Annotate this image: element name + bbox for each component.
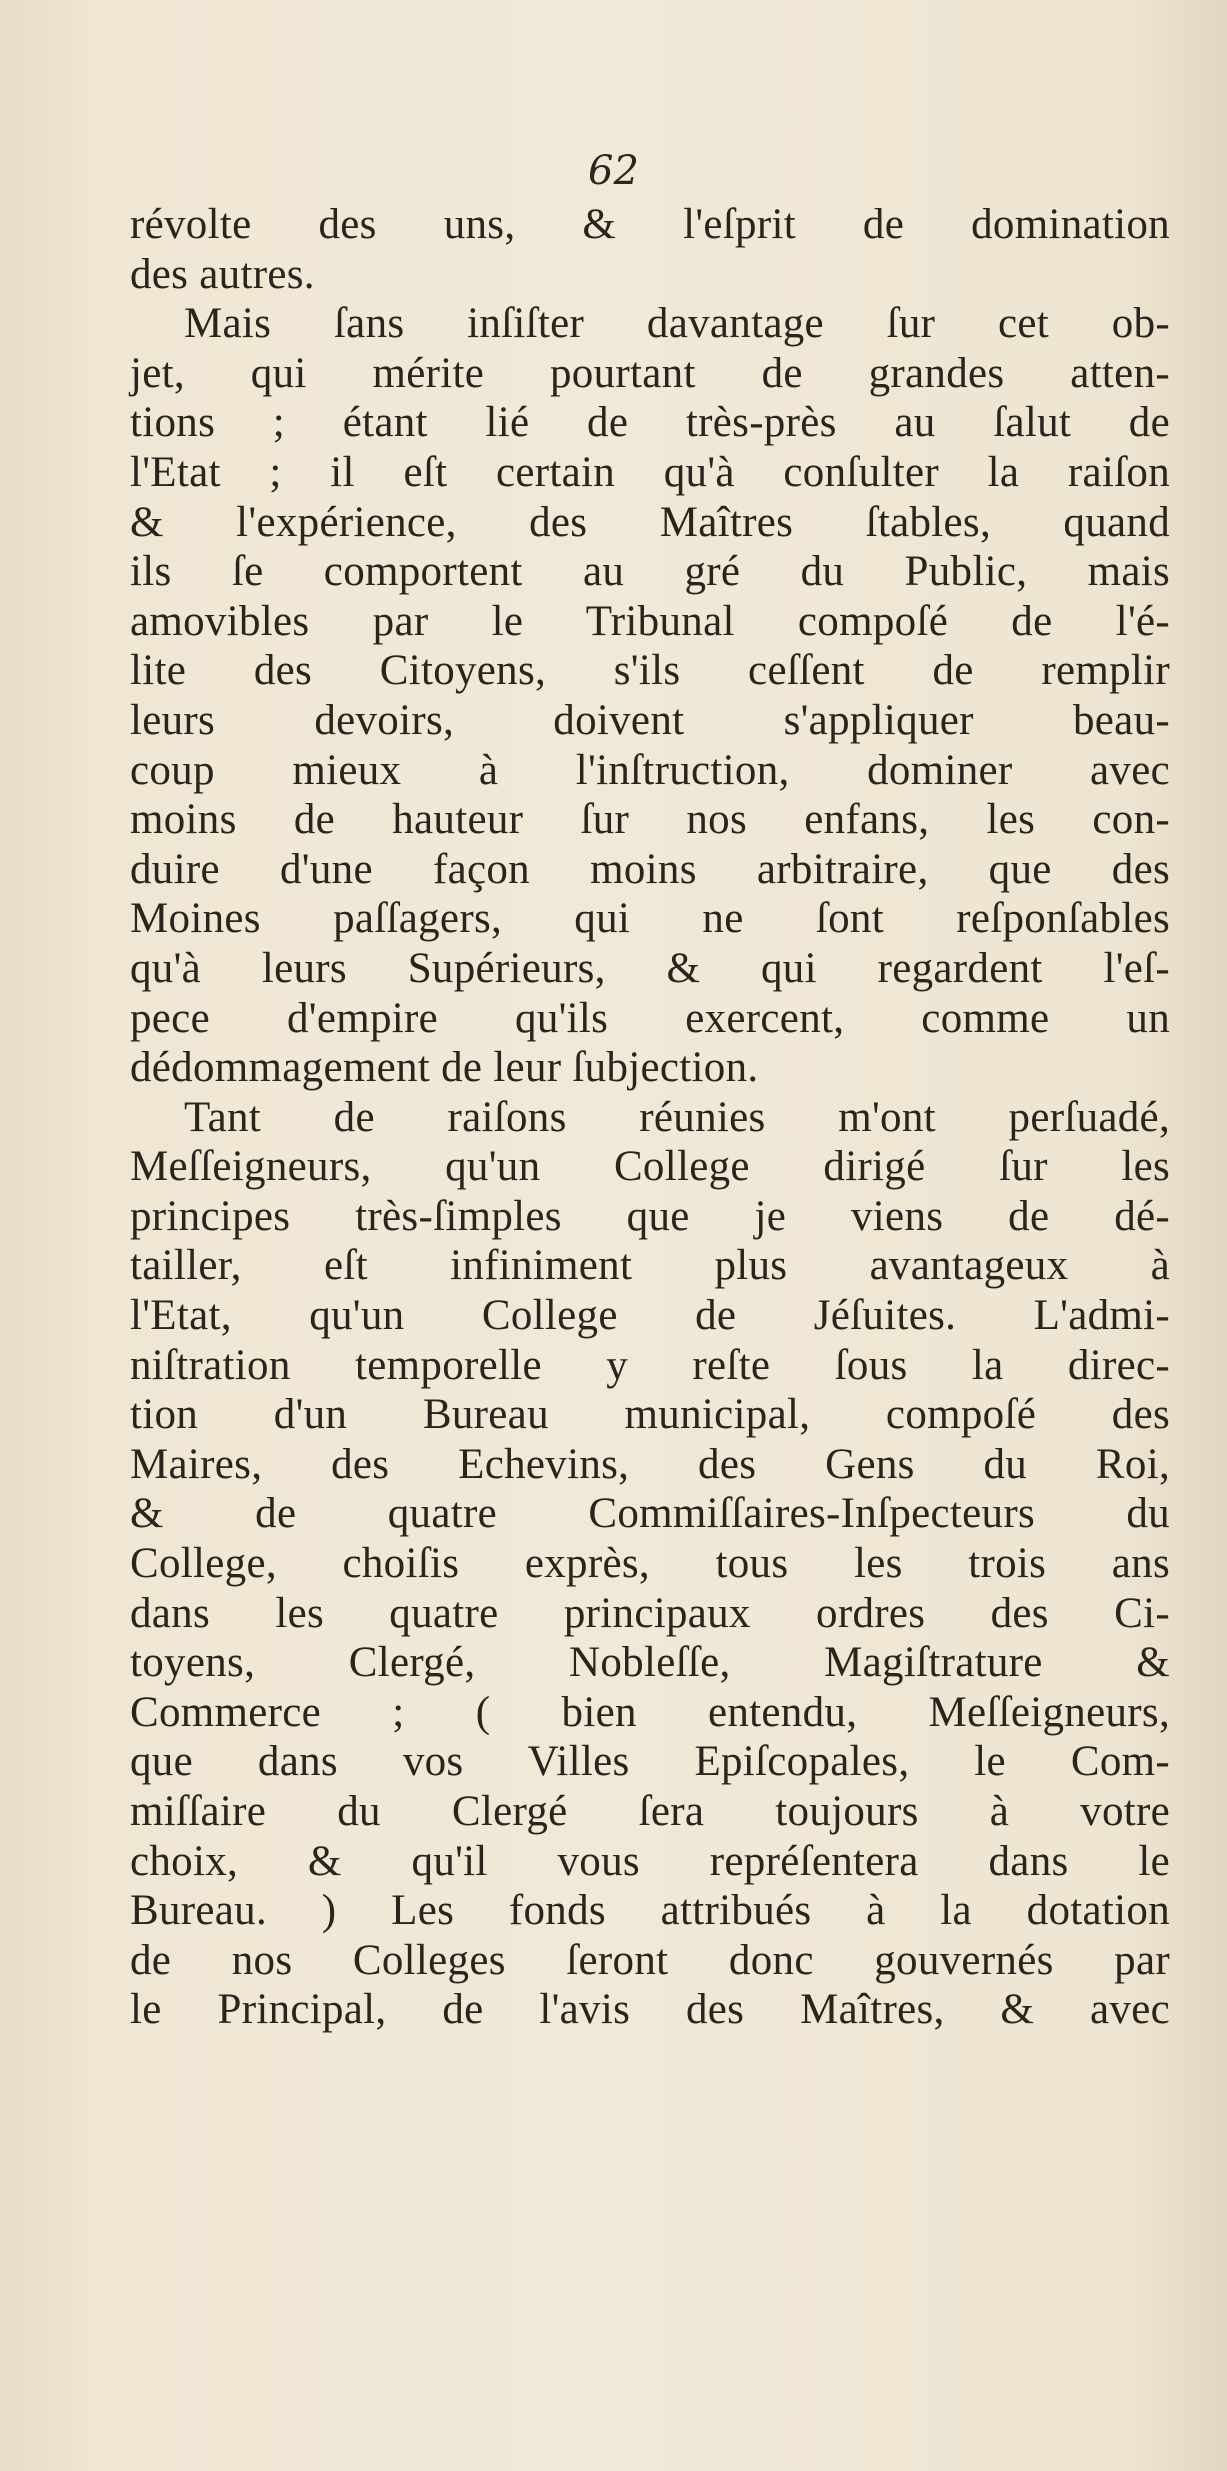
text-line: niſtration temporelle y reſte ſous la direc- <box>130 1341 1170 1389</box>
text-line: Moines paſſagers, qui ne ſont reſponſables <box>130 895 1170 943</box>
text-line: Tant de raiſons réunies m'ont perſuadé, <box>184 1093 1170 1141</box>
text-line: de nos Colleges ſeront donc gouvernés par <box>130 1936 1170 1984</box>
text-line: & l'expérience, des Maîtres ſtables, quand <box>130 498 1170 546</box>
text-line: des autres. <box>130 250 315 298</box>
text-line: Bureau. ) Les fonds attribués à la dotation <box>130 1887 1170 1935</box>
text-line: que dans vos Villes Epiſcopales, le Com- <box>130 1738 1170 1786</box>
text-line: Meſſeigneurs, qu'un College dirigé ſur les <box>130 1143 1170 1191</box>
text-line: & de quatre Commiſſaires-Inſpecteurs du <box>130 1490 1170 1538</box>
text-line: tion d'un Bureau municipal, compoſé des <box>130 1391 1170 1439</box>
text-line: pece d'empire qu'ils exercent, comme un <box>130 994 1170 1042</box>
text-line: lite des Citoyens, s'ils ceſſent de remplir <box>130 647 1170 695</box>
text-line: dédommagement de leur ſubjection. <box>130 1044 759 1092</box>
page-number: 62 <box>588 148 639 194</box>
text-line: Mais ſans inſiſter davantage ſur cet ob- <box>184 300 1170 348</box>
text-line: révolte des uns, & l'eſprit de domination <box>130 201 1170 248</box>
text-line: leurs devoirs, doivent s'appliquer beau- <box>130 696 1170 744</box>
text-line: l'Etat ; il eſt certain qu'à conſulter la raiſon <box>130 448 1170 496</box>
text-line: qu'à leurs Supérieurs, & qui regardent l'eſ- <box>130 944 1170 992</box>
text-line: l'Etat, qu'un College de Jéſuites. L'admi- <box>130 1292 1170 1340</box>
text-line: jet, qui mérite pourtant de grandes atten- <box>130 349 1170 397</box>
text-line: dans les quatre principaux ordres des Ci- <box>130 1589 1170 1637</box>
text-line: miſſaire du Clergé ſera toujours à votre <box>130 1788 1170 1835</box>
text-line: Maires, des Echevins, des Gens du Roi, <box>130 1440 1170 1488</box>
text-line: principes très-ſimples que je viens de dé- <box>130 1192 1170 1240</box>
body-text <box>130 200 1170 2035</box>
text-line: ils ſe comportent au gré du Public, mais <box>130 548 1170 596</box>
text-line: toyens, Clergé, Nobleſſe, Magiſtrature & <box>130 1639 1170 1687</box>
text-line: le Principal, de l'avis des Maîtres, & avec <box>130 1986 1170 2034</box>
text-line: Commerce ; ( bien entendu, Meſſeigneurs, <box>130 1688 1170 1736</box>
text-line: amovibles par le Tribunal compoſé de l'é- <box>130 597 1170 645</box>
text-line: tions ; étant lié de très-près au ſalut de <box>130 399 1170 447</box>
text-line: coup mieux à l'inſtruction, dominer avec <box>130 746 1170 794</box>
text-line: choix, & qu'il vous repréſentera dans le <box>130 1837 1170 1885</box>
text-line: College, choiſis exprès, tous les trois ans <box>130 1540 1170 1588</box>
text-line: moins de hauteur ſur nos enfans, les con- <box>130 796 1170 844</box>
text-line: tailler, eſt infiniment plus avantageux à <box>130 1242 1170 1290</box>
text-line: duire d'une façon moins arbitraire, que des <box>130 845 1170 893</box>
